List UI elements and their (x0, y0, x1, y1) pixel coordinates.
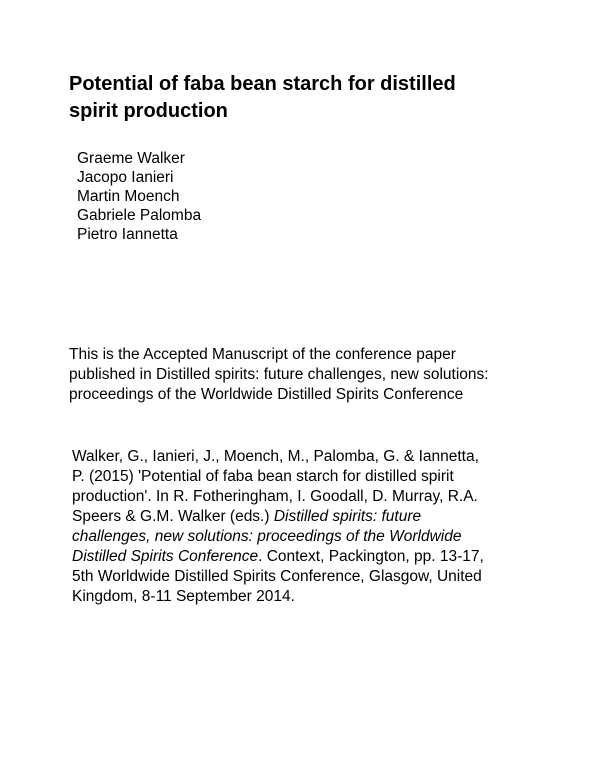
notice-line: proceedings of the Worldwide Distilled Spirits Conference (69, 386, 464, 403)
citation-line (72, 547, 484, 567)
citation-line: Kingdom, 8-11 September 2014. (72, 588, 295, 605)
paper-title (69, 71, 456, 125)
citation-line: production'. In R. Fotheringham, I. Goodall, D. Murray, R.A. (72, 488, 478, 505)
author-list (77, 149, 201, 244)
citation-editors: Speers & G.M. Walker (eds.) (72, 508, 274, 525)
author-name: Pietro Iannetta (77, 226, 178, 243)
accepted-manuscript-notice (69, 345, 489, 405)
citation-line (72, 507, 484, 527)
author-name: Jacopo Ianieri (77, 169, 174, 186)
author-name: Graeme Walker (77, 150, 185, 167)
citation (72, 447, 484, 607)
notice-line: published in Distilled spirits: future challenges, new solutions: (69, 366, 489, 383)
paper-title-line: spirit production (69, 100, 228, 122)
citation-book-title: challenges, new solutions: proceedings of the Worldwide (72, 528, 462, 545)
citation-book-title: Distilled spirits: future (273, 508, 422, 525)
citation-line: Walker, G., Ianieri, J., Moench, M., Palomba, G. & Iannetta, (72, 448, 479, 465)
notice-line: This is the Accepted Manuscript of the conference paper (69, 346, 456, 363)
author-name: Gabriele Palomba (77, 207, 202, 224)
citation-line: P. (2015) 'Potential of faba bean starch for distilled spirit (72, 468, 454, 485)
citation-line: 5th Worldwide Distilled Spirits Conference, Glasgow, United (72, 568, 482, 585)
paper-title-line: Potential of faba bean starch for distilled (69, 73, 456, 95)
citation-book-title: Distilled Spirits Conference (72, 548, 259, 565)
citation-publisher: . Context, Packington, pp. 13-17, (258, 548, 484, 565)
author-name: Martin Moench (77, 188, 180, 205)
